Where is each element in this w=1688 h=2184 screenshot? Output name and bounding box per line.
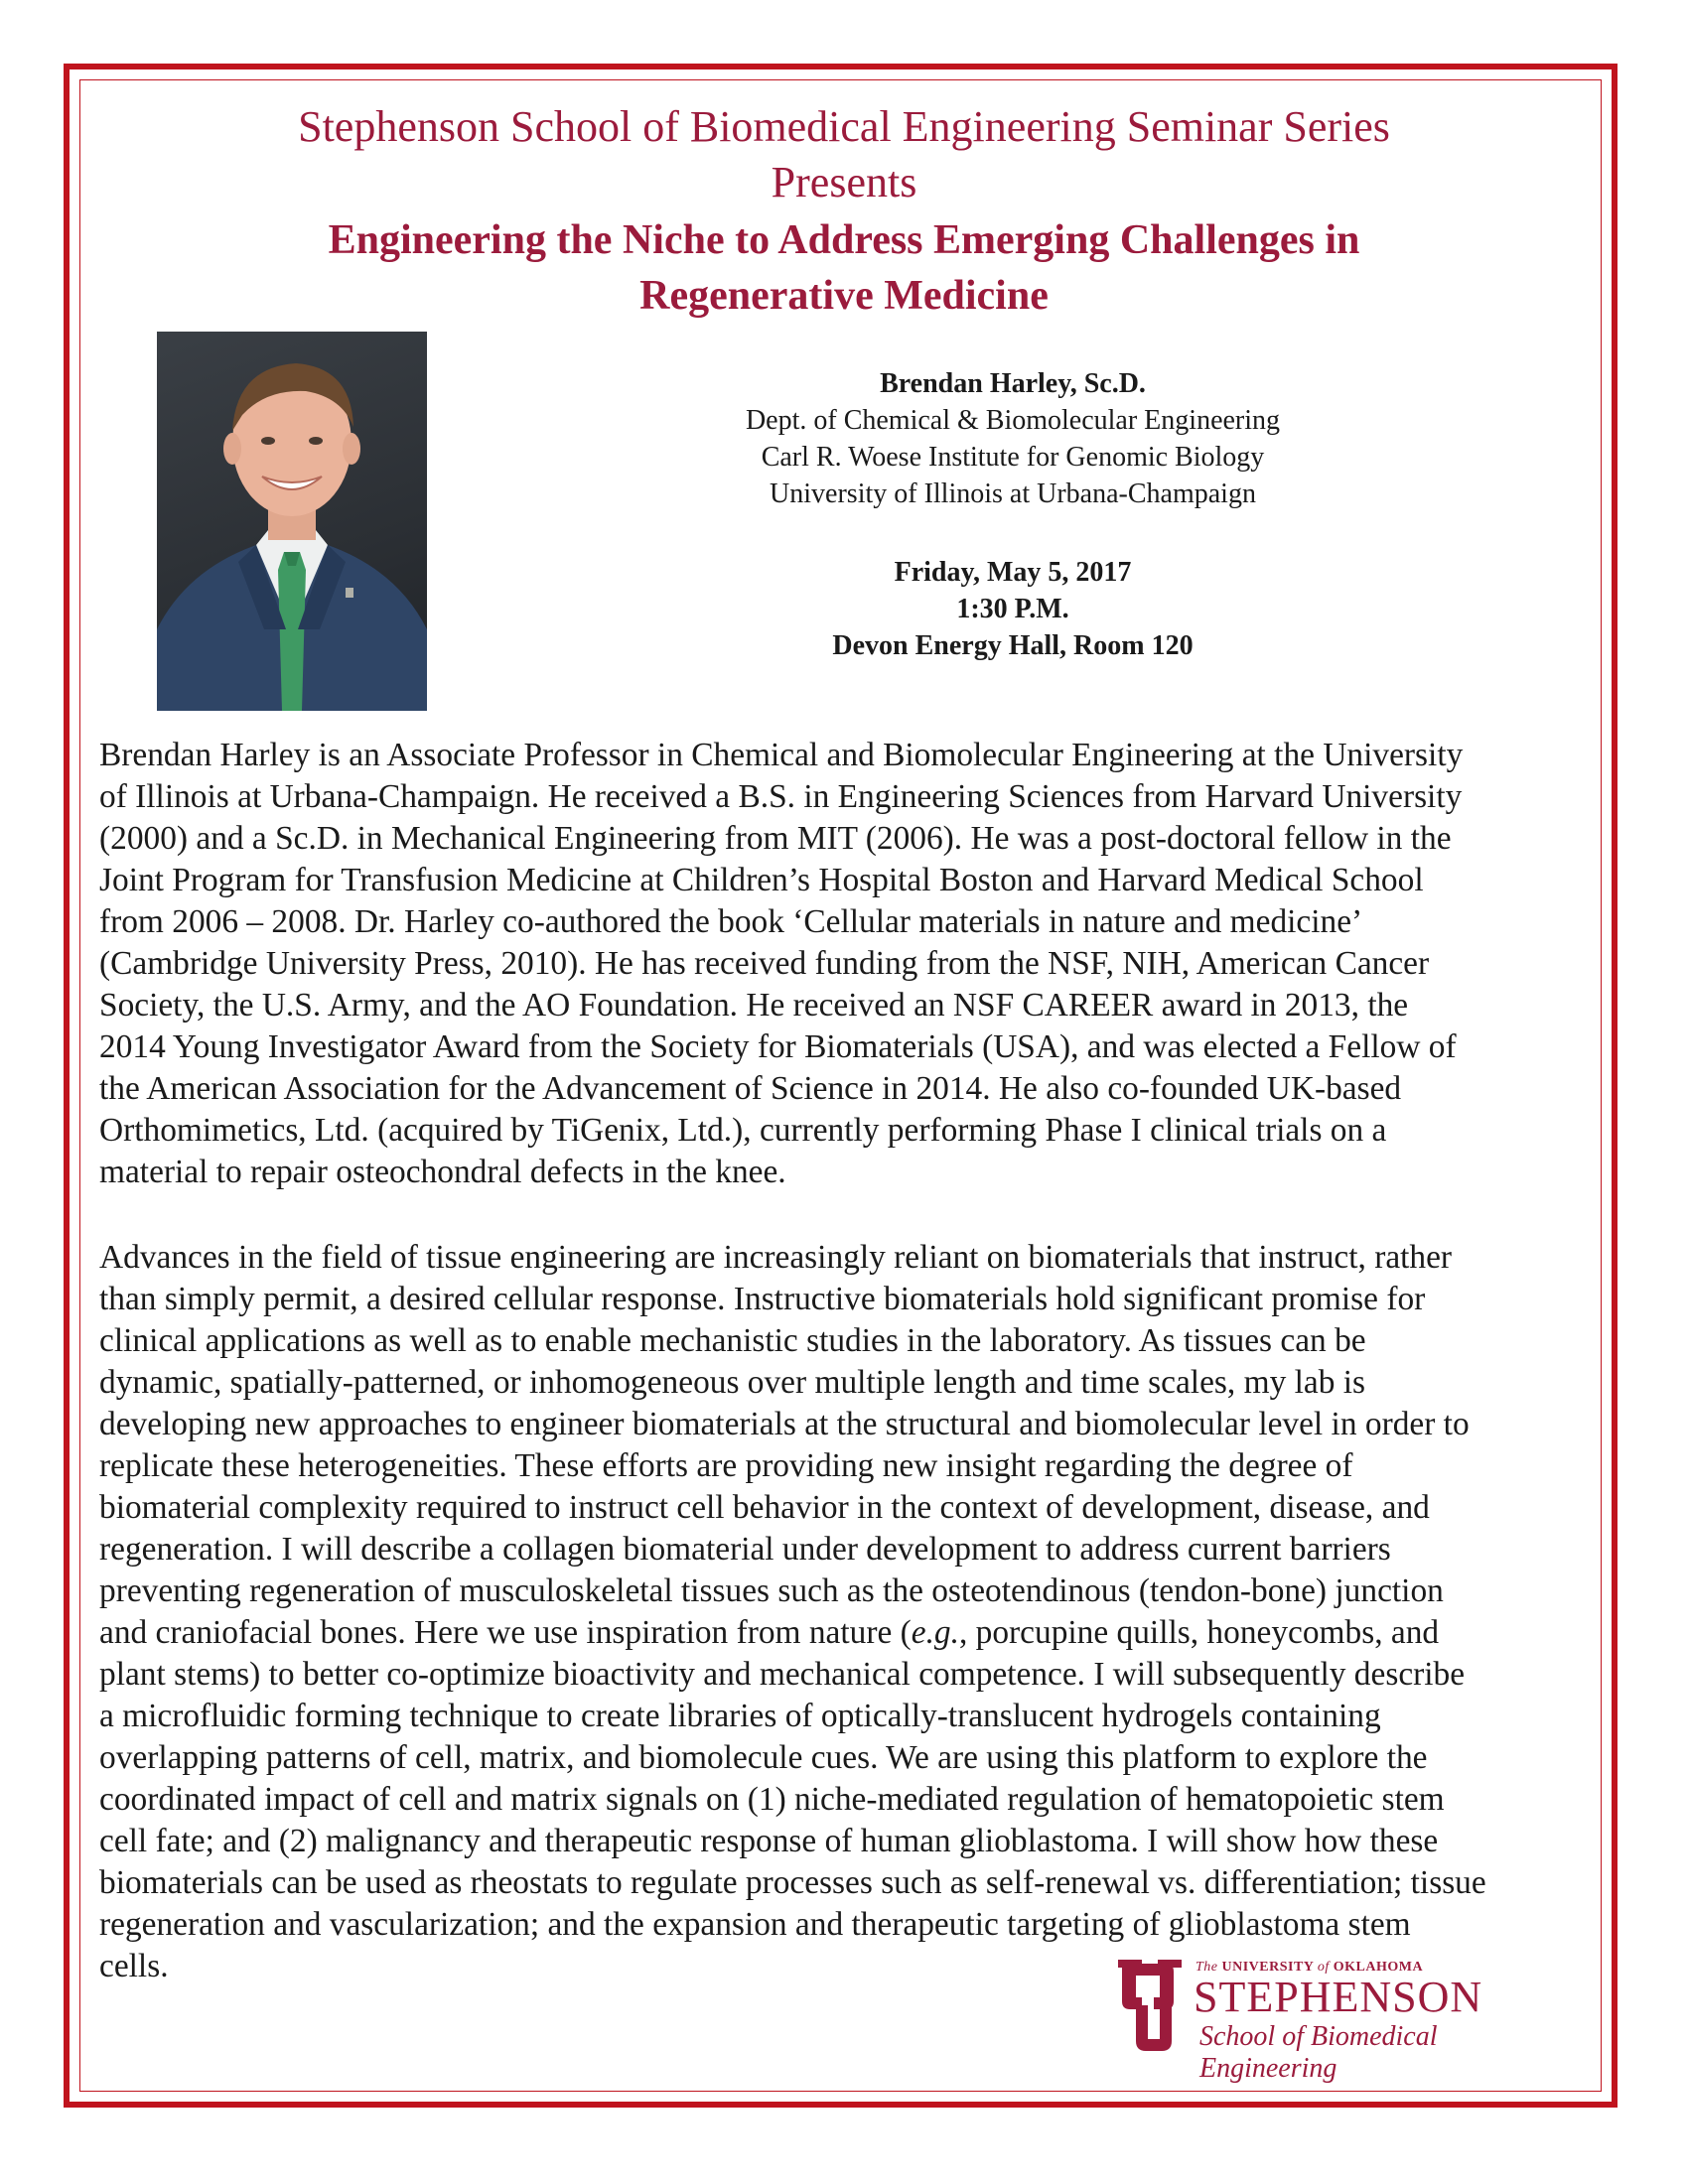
speaker-portrait-image	[157, 332, 427, 711]
speaker-university: University of Illinois at Urbana-Champaign	[770, 478, 1256, 509]
ou-monogram-icon	[1114, 1958, 1194, 2057]
abstract-line: a microfluidic forming technique to create libraries of optically-translucent hydrogels containing	[99, 1698, 1381, 1734]
bio-line: (Cambridge University Press, 2010). He has received funding from the NSF, NIH, American Cancer	[99, 945, 1430, 982]
abstract-line: replicate these heterogeneities. These efforts are providing new insight regarding the degree of	[99, 1447, 1353, 1484]
logo-state: OKLAHOMA	[1333, 1960, 1424, 1975]
abstract-line: clinical applications as well as to enable mechanistic studies in the laboratory. As tissues can be	[99, 1322, 1366, 1359]
abstract-text: , porcupine quills, honeycombs, and	[958, 1614, 1440, 1651]
speaker-name: Brendan Harley, Sc.D.	[880, 368, 1146, 399]
abstract-line: developing new approaches to engineer biomaterials at the structural and biomolecular level in order to	[99, 1406, 1470, 1442]
bio-line: Joint Program for Transfusion Medicine at Children’s Hospital Boston and Harvard Medical School	[99, 862, 1424, 898]
abstract-italic-text: e.g.	[911, 1614, 959, 1651]
talk-title-line-2: Regenerative Medicine	[639, 273, 1049, 319]
flyer-header	[0, 99, 1688, 324]
abstract-text: and craniofacial bones. Here we use inspiration from nature (	[99, 1614, 912, 1651]
bio-line: of Illinois at Urbana-Champaign. He received a B.S. in Engineering Sciences from Harvard University	[99, 778, 1463, 815]
event-details	[675, 554, 1350, 664]
bio-line: Orthomimetics, Ltd. (acquired by TiGenix, Ltd.), currently performing Phase I clinical trials on a	[99, 1112, 1387, 1149]
abstract-line: cell fate; and (2) malignancy and therapeutic response of human glioblastoma. I will show how these	[99, 1823, 1439, 1859]
abstract-line: biomaterial complexity required to instruct cell behavior in the context of development, disease, and	[99, 1489, 1430, 1526]
speaker-biography	[99, 735, 1589, 1193]
abstract-line: coordinated impact of cell and matrix signals on (1) niche-mediated regulation of hematopoietic stem	[99, 1781, 1445, 1818]
logo-of: of	[1317, 1960, 1330, 1975]
event-date: Friday, May 5, 2017	[894, 557, 1132, 588]
abstract-line: regeneration and vascularization; and the expansion and therapeutic targeting of glioblastoma stem	[99, 1906, 1411, 1943]
speaker-info	[675, 365, 1350, 512]
abstract-line: regeneration. I will describe a collagen biomaterial under development to address current barriers	[99, 1531, 1391, 1568]
abstract-line: than simply permit, a desired cellular response. Instructive biomaterials hold significant promise for	[99, 1281, 1426, 1317]
bio-line: (2000) and a Sc.D. in Mechanical Engineering from MIT (2006). He was a post-doctoral fellow in the	[99, 820, 1452, 857]
bio-line: from 2006 – 2008. Dr. Harley co-authored the book ‘Cellular materials in nature and medicine’	[99, 903, 1363, 940]
event-time: 1:30 P.M.	[956, 594, 1069, 624]
talk-abstract	[99, 1237, 1589, 1987]
logo-school-name: School of Biomedical Engineering	[1199, 2021, 1438, 2084]
abstract-line: preventing regeneration of musculoskeletal tissues such as the osteotendinous (tendon-bone) junction	[99, 1572, 1444, 1609]
bio-line: 2014 Young Investigator Award from the Society for Biomaterials (USA), and was elected a Fellow of	[99, 1028, 1457, 1065]
logo-the: The	[1196, 1960, 1218, 1975]
abstract-line: plant stems) to better co-optimize bioactivity and mechanical competence. I will subsequently describe	[99, 1656, 1466, 1693]
abstract-line: biomaterials can be used as rheostats to regulate processes such as self-renewal vs. differentiation; tissue	[99, 1864, 1486, 1901]
abstract-line: dynamic, spatially-patterned, or inhomogeneous over multiple length and time scales, my lab is	[99, 1364, 1366, 1401]
logo-university: UNIVERSITY	[1221, 1960, 1314, 1975]
bio-line: the American Association for the Advancement of Science in 2014. He also co-founded UK-based	[99, 1070, 1402, 1107]
abstract-line: Advances in the field of tissue engineering are increasingly reliant on biomaterials that instruct, rather	[99, 1239, 1453, 1276]
logo-stephenson-wordmark: STEPHENSON	[1194, 1973, 1483, 2021]
abstract-line: overlapping patterns of cell, matrix, and biomolecule cues. We are using this platform to explore the	[99, 1739, 1428, 1776]
speaker-department: Dept. of Chemical & Biomolecular Engineering	[745, 405, 1281, 436]
abstract-line: cells.	[99, 1948, 169, 1984]
presents-label: Presents	[771, 158, 917, 206]
event-location: Devon Energy Hall, Room 120	[832, 630, 1194, 661]
bio-line: material to repair osteochondral defects in the knee.	[99, 1154, 786, 1190]
seminar-series-title: Stephenson School of Biomedical Engineering Seminar Series	[298, 102, 1390, 151]
talk-title-line-1: Engineering the Niche to Address Emerging Challenges in	[328, 217, 1360, 263]
talk-title	[0, 212, 1688, 324]
bio-line: Society, the U.S. Army, and the AO Foundation. He received an NSF CAREER award in 2013, the	[99, 987, 1409, 1024]
bio-line: Brendan Harley is an Associate Professor in Chemical and Biomolecular Engineering at the University	[99, 737, 1464, 773]
abstract-line	[99, 1612, 1589, 1654]
speaker-institute: Carl R. Woese Institute for Genomic Biology	[761, 442, 1265, 473]
university-logo	[1114, 1958, 1571, 2084]
